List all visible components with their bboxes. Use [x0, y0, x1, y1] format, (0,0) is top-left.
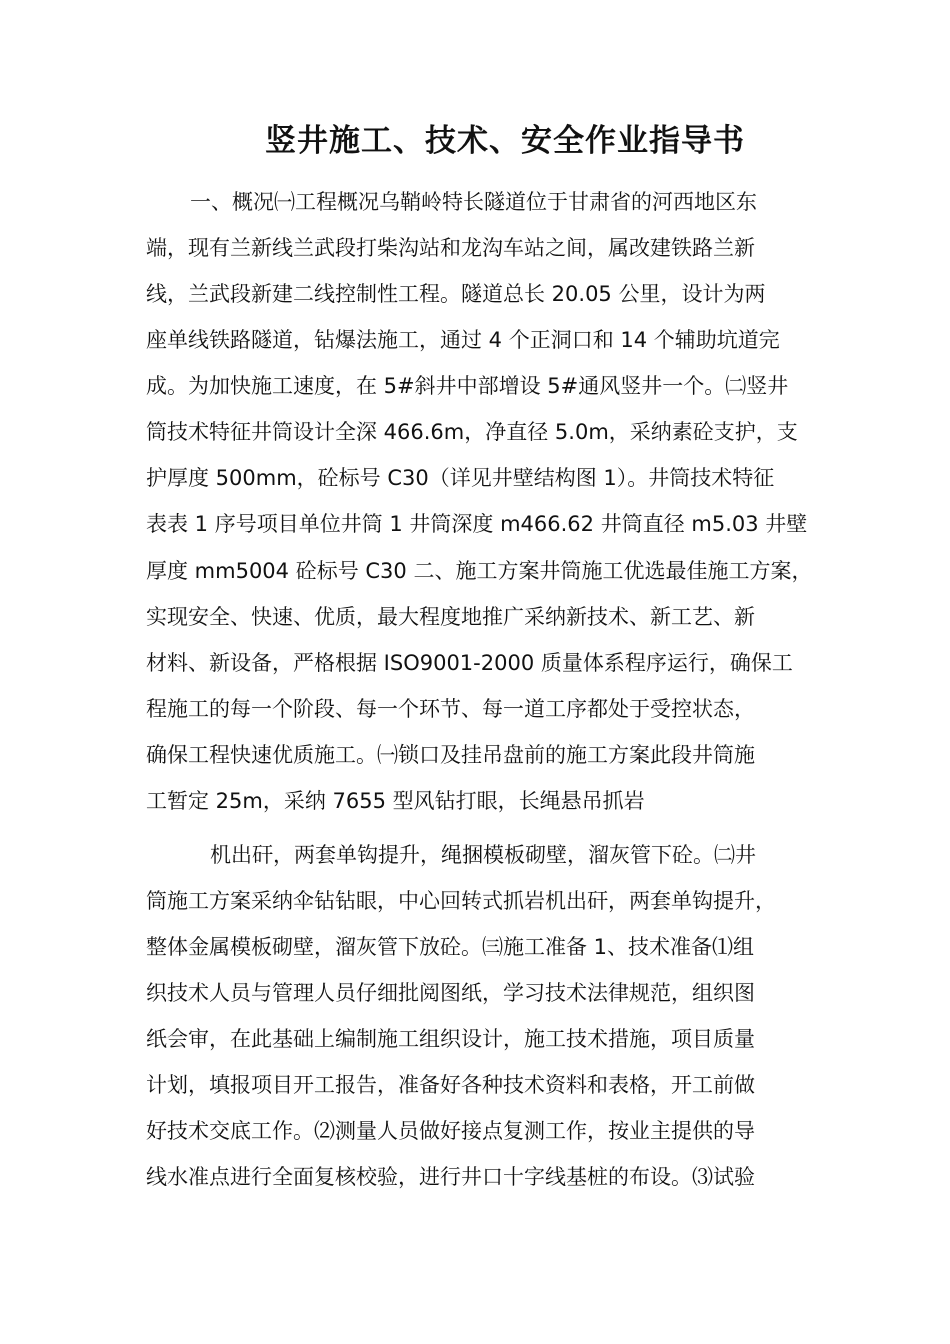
paragraph-line: 筒技术特征井筒设计全深 466.6m，净直径 5.0m，采纳素砼支护，支 [146, 420, 798, 444]
paragraph-line: 护厚度 500mm，砼标号 C30（详见井壁结构图 1）。井筒技术特征 [146, 466, 775, 490]
paragraph-line: 纸会审，在此基础上编制施工组织设计，施工技术措施，项目质量 [146, 1027, 755, 1051]
paragraph-line: 实现安全、快速、优质，最大程度地推广采纳新技术、新工艺、新 [146, 605, 755, 629]
paragraph-line: 程施工的每一个阶段、每一个环节、每一道工序都处于受控状态， [146, 697, 755, 721]
paragraph-line: 座单线铁路隧道，钻爆法施工，通过 4 个正洞口和 14 个辅助坑道完 [146, 328, 780, 352]
paragraph-line: 织技术人员与管理人员仔细批阅图纸，学习技术法律规范，组织图 [146, 981, 755, 1005]
paragraph-line: 一、概况㈠工程概况乌鞘岭特长隧道位于甘肃省的河西地区东 [190, 190, 757, 214]
paragraph-line: 线，兰武段新建二线控制性工程。隧道总长 20.05 公里，设计为两 [146, 282, 766, 306]
paragraph-line: 成。为加快施工速度，在 5#斜井中部增设 5#通风竖井一个。㈡竖井 [146, 374, 789, 398]
paragraph-line: 确保工程快速优质施工。㈠锁口及挂吊盘前的施工方案此段井筒施 [146, 743, 755, 767]
paragraph-line: 工暂定 25m，采纳 7655 型风钻打眼，长绳悬吊抓岩 [146, 789, 645, 813]
paragraph-line: 好技术交底工作。⑵测量人员做好接点复测工作，按业主提供的导 [146, 1119, 755, 1143]
paragraph-line: 筒施工方案采纳伞钻钻眼，中心回转式抓岩机出矸，两套单钩提升， [146, 889, 776, 913]
document-title: 竖井施工、技术、安全作业指导书 [265, 123, 745, 159]
paragraph-line: 材料、新设备，严格根据 ISO9001-2000 质量体系程序运行，确保工 [146, 651, 793, 675]
paragraph-line: 表表 1 序号项目单位井筒 1 井筒深度 m466.62 井筒直径 m5.03 井壁 [146, 512, 808, 536]
paragraph-line: 厚度 mm5004 砼标号 C30 二、施工方案井筒施工优选最佳施工方案， [146, 559, 813, 583]
paragraph-line: 整体金属模板砌壁，溜灰管下放砼。㈢施工准备 1、技术准备⑴组 [146, 935, 755, 959]
paragraph-line: 机出矸，两套单钩提升，绳捆模板砌壁，溜灰管下砼。㈡井 [210, 843, 756, 867]
paragraph-line: 计划，填报项目开工报告，准备好各种技术资料和表格，开工前做 [146, 1073, 755, 1097]
paragraph-line: 端，现有兰新线兰武段打柴沟站和龙沟车站之间，属改建铁路兰新 [146, 236, 755, 260]
paragraph-line: 线水准点进行全面复核校验，进行井口十字线基桩的布设。⑶试验 [146, 1165, 755, 1189]
